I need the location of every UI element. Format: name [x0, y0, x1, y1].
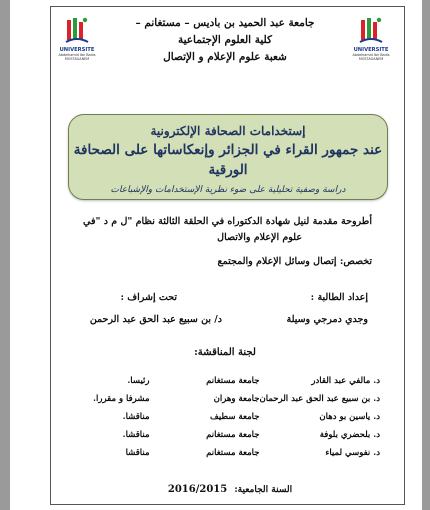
member-role: مناقشا — [125, 448, 150, 458]
specialty-label: تخصص: — [339, 256, 372, 267]
member-name: د. نفوسي لمياء — [325, 448, 380, 458]
year-value: 2016/2015 — [167, 484, 228, 495]
member-role: رئيسا. — [127, 376, 150, 386]
logo-city: MOSTAGANEM — [64, 57, 90, 61]
institution-header — [105, 15, 345, 66]
committee-row — [60, 390, 380, 408]
member-university: جامعة مستغانم — [206, 448, 260, 458]
thesis-title-line2: عند جمهور القراء في الجزائر وإنعكاساتها على الصحافة الورقية — [73, 142, 383, 178]
committee-row — [60, 444, 380, 462]
specialty-value: إتصال وسائل الإعلام والمجتمع — [217, 256, 337, 267]
academic-year — [130, 484, 330, 495]
university-logo-right — [350, 16, 392, 70]
thesis-field — [72, 230, 372, 246]
student-name: وجدي دمرجي وسيلة — [286, 314, 368, 325]
member-university: جامعة مستغانم — [206, 430, 260, 440]
logo-subtitle: Abdelhamid Ibn Badis — [352, 53, 390, 57]
committee-row — [60, 372, 380, 390]
thesis-specialty — [72, 254, 372, 270]
member-name: د. مالفي عبد القادر — [311, 376, 380, 386]
member-role: مناقشا. — [122, 430, 150, 440]
year-label: السنة الجامعية: — [234, 485, 293, 495]
member-university: جامعة مستغانم — [206, 376, 260, 386]
thesis-intro: أطروحة مقدمة لنيل شهادة الدكتوراه في الحلقة الثالثة نظام "ل م د "في — [83, 216, 372, 227]
document-page — [10, 0, 422, 510]
member-name: د. بلحضري بلوفة — [319, 430, 380, 440]
committee-table — [60, 372, 380, 462]
faculty-name: كلية العلوم الإجتماعية — [177, 34, 273, 46]
member-university: جامعة سطيف — [210, 412, 260, 422]
university-emblem-icon — [64, 16, 90, 46]
member-name: د. ياسين بو دهان — [319, 412, 380, 422]
department-name: شعبة علوم الإعلام و الإتصال — [163, 51, 287, 63]
logo-name: UNIVERSITE — [353, 47, 389, 53]
logo-name: UNIVERSITE — [59, 47, 95, 53]
thesis-title-line1: إستخدامات الصحافة الإلكترونية — [150, 124, 306, 138]
field-text: علوم الإعلام والاتصال — [217, 232, 302, 243]
university-logo-left — [56, 16, 98, 70]
member-role: مشرفا و مقررا. — [93, 394, 150, 404]
thesis-subtitle: دراسة وصفية تحليلية على ضوء نظرية الإستخدامات والإشباعات — [110, 185, 346, 195]
university-name: جامعة عبد الحميد بن باديس – مستغانم – — [135, 17, 315, 29]
committee-row — [60, 426, 380, 444]
member-role: مناقشا. — [122, 412, 150, 422]
thesis-title-box — [68, 114, 388, 200]
member-university: جامعة وهران — [213, 394, 260, 404]
committee-row — [60, 408, 380, 426]
committee-title: لجنة المناقشة: — [194, 347, 256, 358]
logo-city: MOSTAGANEM — [358, 57, 384, 61]
supervisor-name: د/ بن سبيع عبد الحق عبد الرحمن — [89, 314, 222, 325]
member-name: د. بن سبيع عبد الحق عبد الرحمان — [259, 394, 380, 404]
logo-subtitle: Abdelhamid Ibn Badis — [58, 53, 96, 57]
university-emblem-icon — [358, 16, 384, 46]
student-label: إعداد الطالبة : — [310, 292, 368, 303]
supervision-label: تحت إشراف : — [120, 292, 177, 303]
